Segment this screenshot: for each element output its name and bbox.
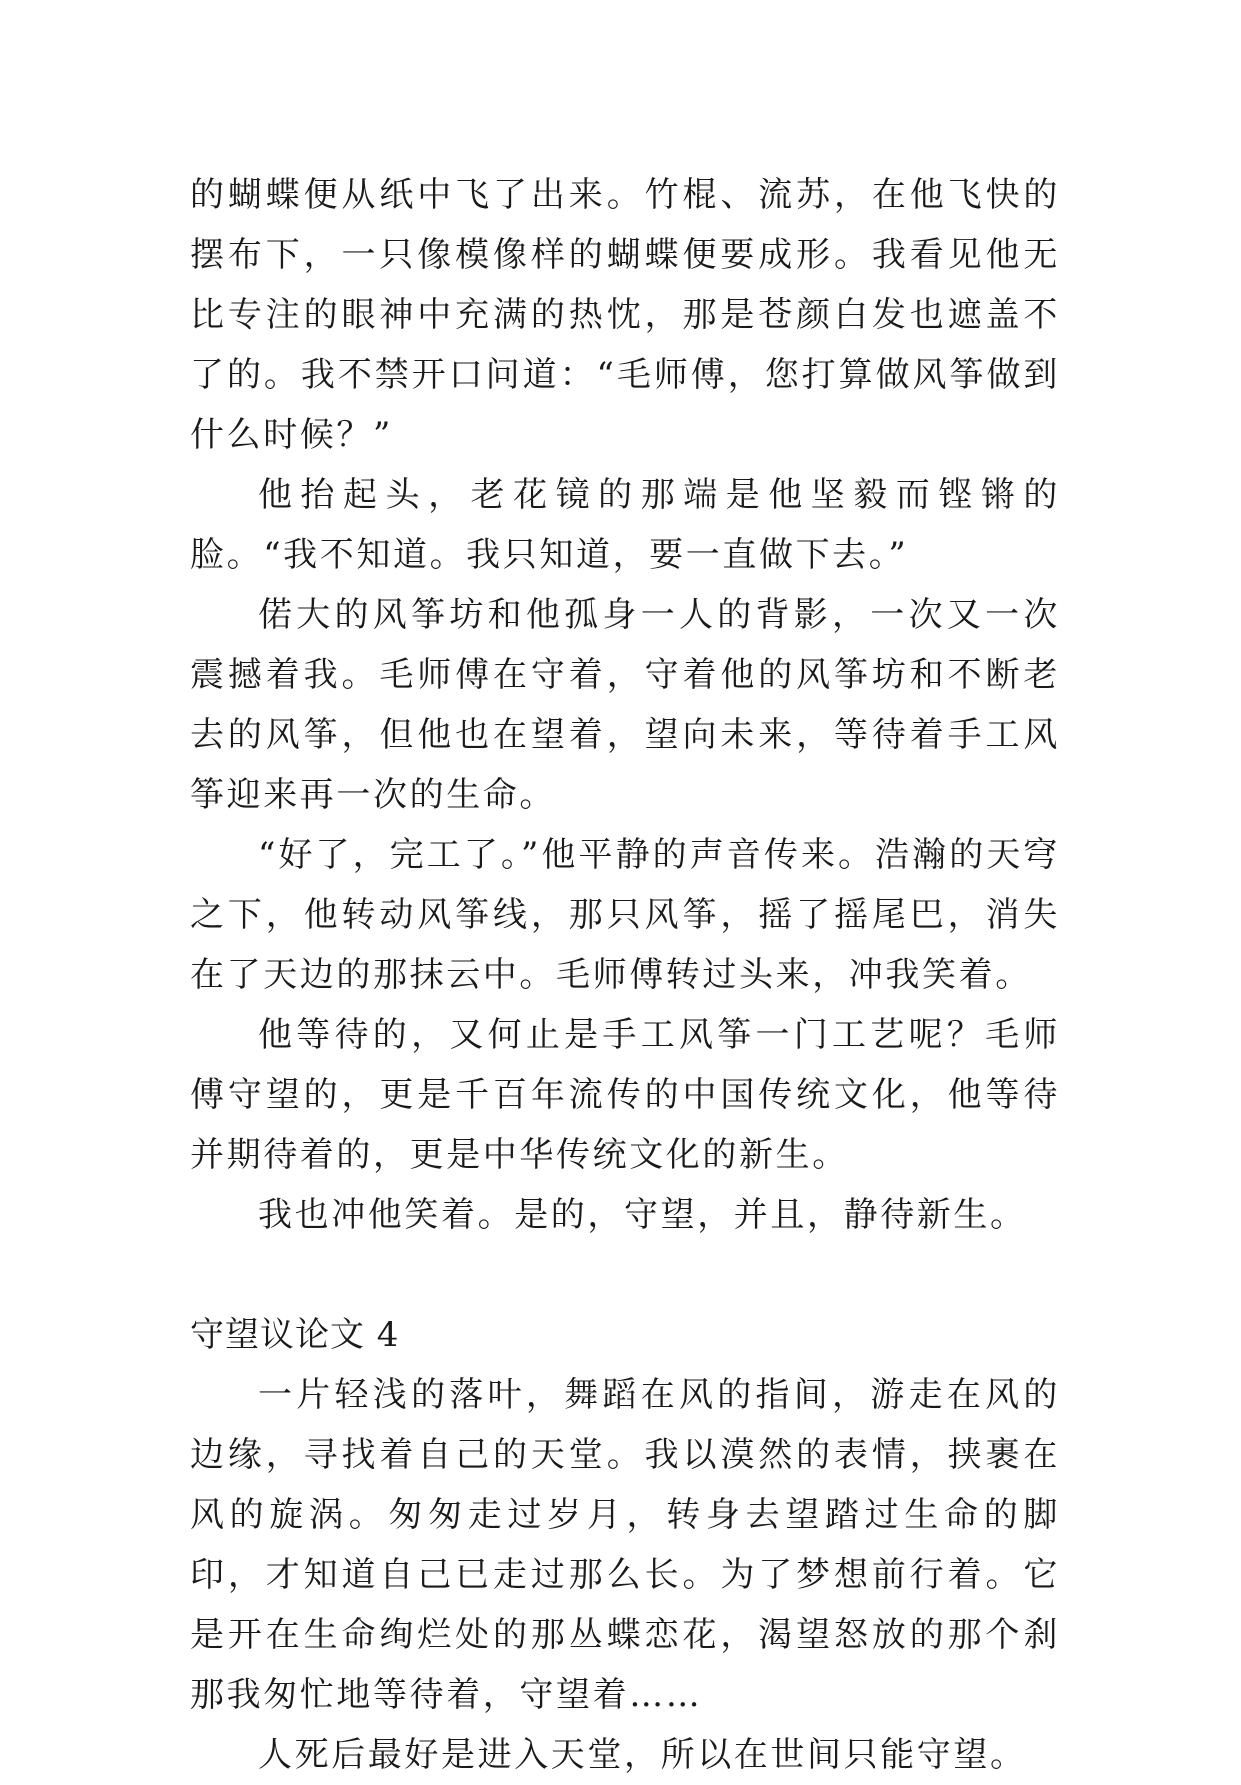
paragraph: 我也冲他笑着。是的，守望，并且，静待新生。 <box>258 1195 1027 1235</box>
paragraph: 他等待的，又何止是手工风筝一门工艺呢？毛师傅守望的，更是千百年流传的中国传统文化，他等待并期待着的，更是中华传统文化的新生。 <box>190 1015 1060 1175</box>
paragraph: 偌大的风筝坊和他孤身一人的背影，一次又一次震撼着我。毛师傅在守着，守着他的风筝坊和不断老去的风筝，但他也在望着，望向未来，等待着手工风筝迎来再一次的生命。 <box>190 595 1060 815</box>
section-title: 守望议论文 4 <box>190 1315 400 1355</box>
paragraph: 的蝴蝶便从纸中飞了出来。竹棍、流苏，在他飞快的摆布下，一只像模像样的蝴蝶便要成形。我看见他无比专注的眼神中充满的热忱，那是苍颜白发也遮盖不了的。我不禁开口问道：“毛师傅，您打算做风筝做到什么时候？” <box>190 175 1060 455</box>
document-body <box>190 165 1060 1785</box>
paragraph: 一片轻浅的落叶，舞蹈在风的指间，游走在风的边缘，寻找着自己的天堂。我以漠然的表情，挟裹在风的旋涡。匆匆走过岁月，转身去望踏过生命的脚印，才知道自己已走过那么长。为了梦想前行着。它是开在生命绚烂处的那丛蝶恋花，渴望怒放的那个刹那我匆忙地等待着，守望着…… <box>190 1375 1060 1715</box>
paragraph: 人死后最好是进入天堂，所以在世间只能守望。 <box>258 1735 1027 1775</box>
paragraph: 他抬起头，老花镜的那端是他坚毅而铿锵的脸。“我不知道。我只知道，要一直做下去。” <box>190 475 1060 575</box>
paragraph: “好了，完工了。”他平静的声音传来。浩瀚的天穹之下，他转动风筝线，那只风筝，摇了摇尾巴，消失在了天边的那抹云中。毛师傅转过头来，冲我笑着。 <box>190 835 1060 995</box>
